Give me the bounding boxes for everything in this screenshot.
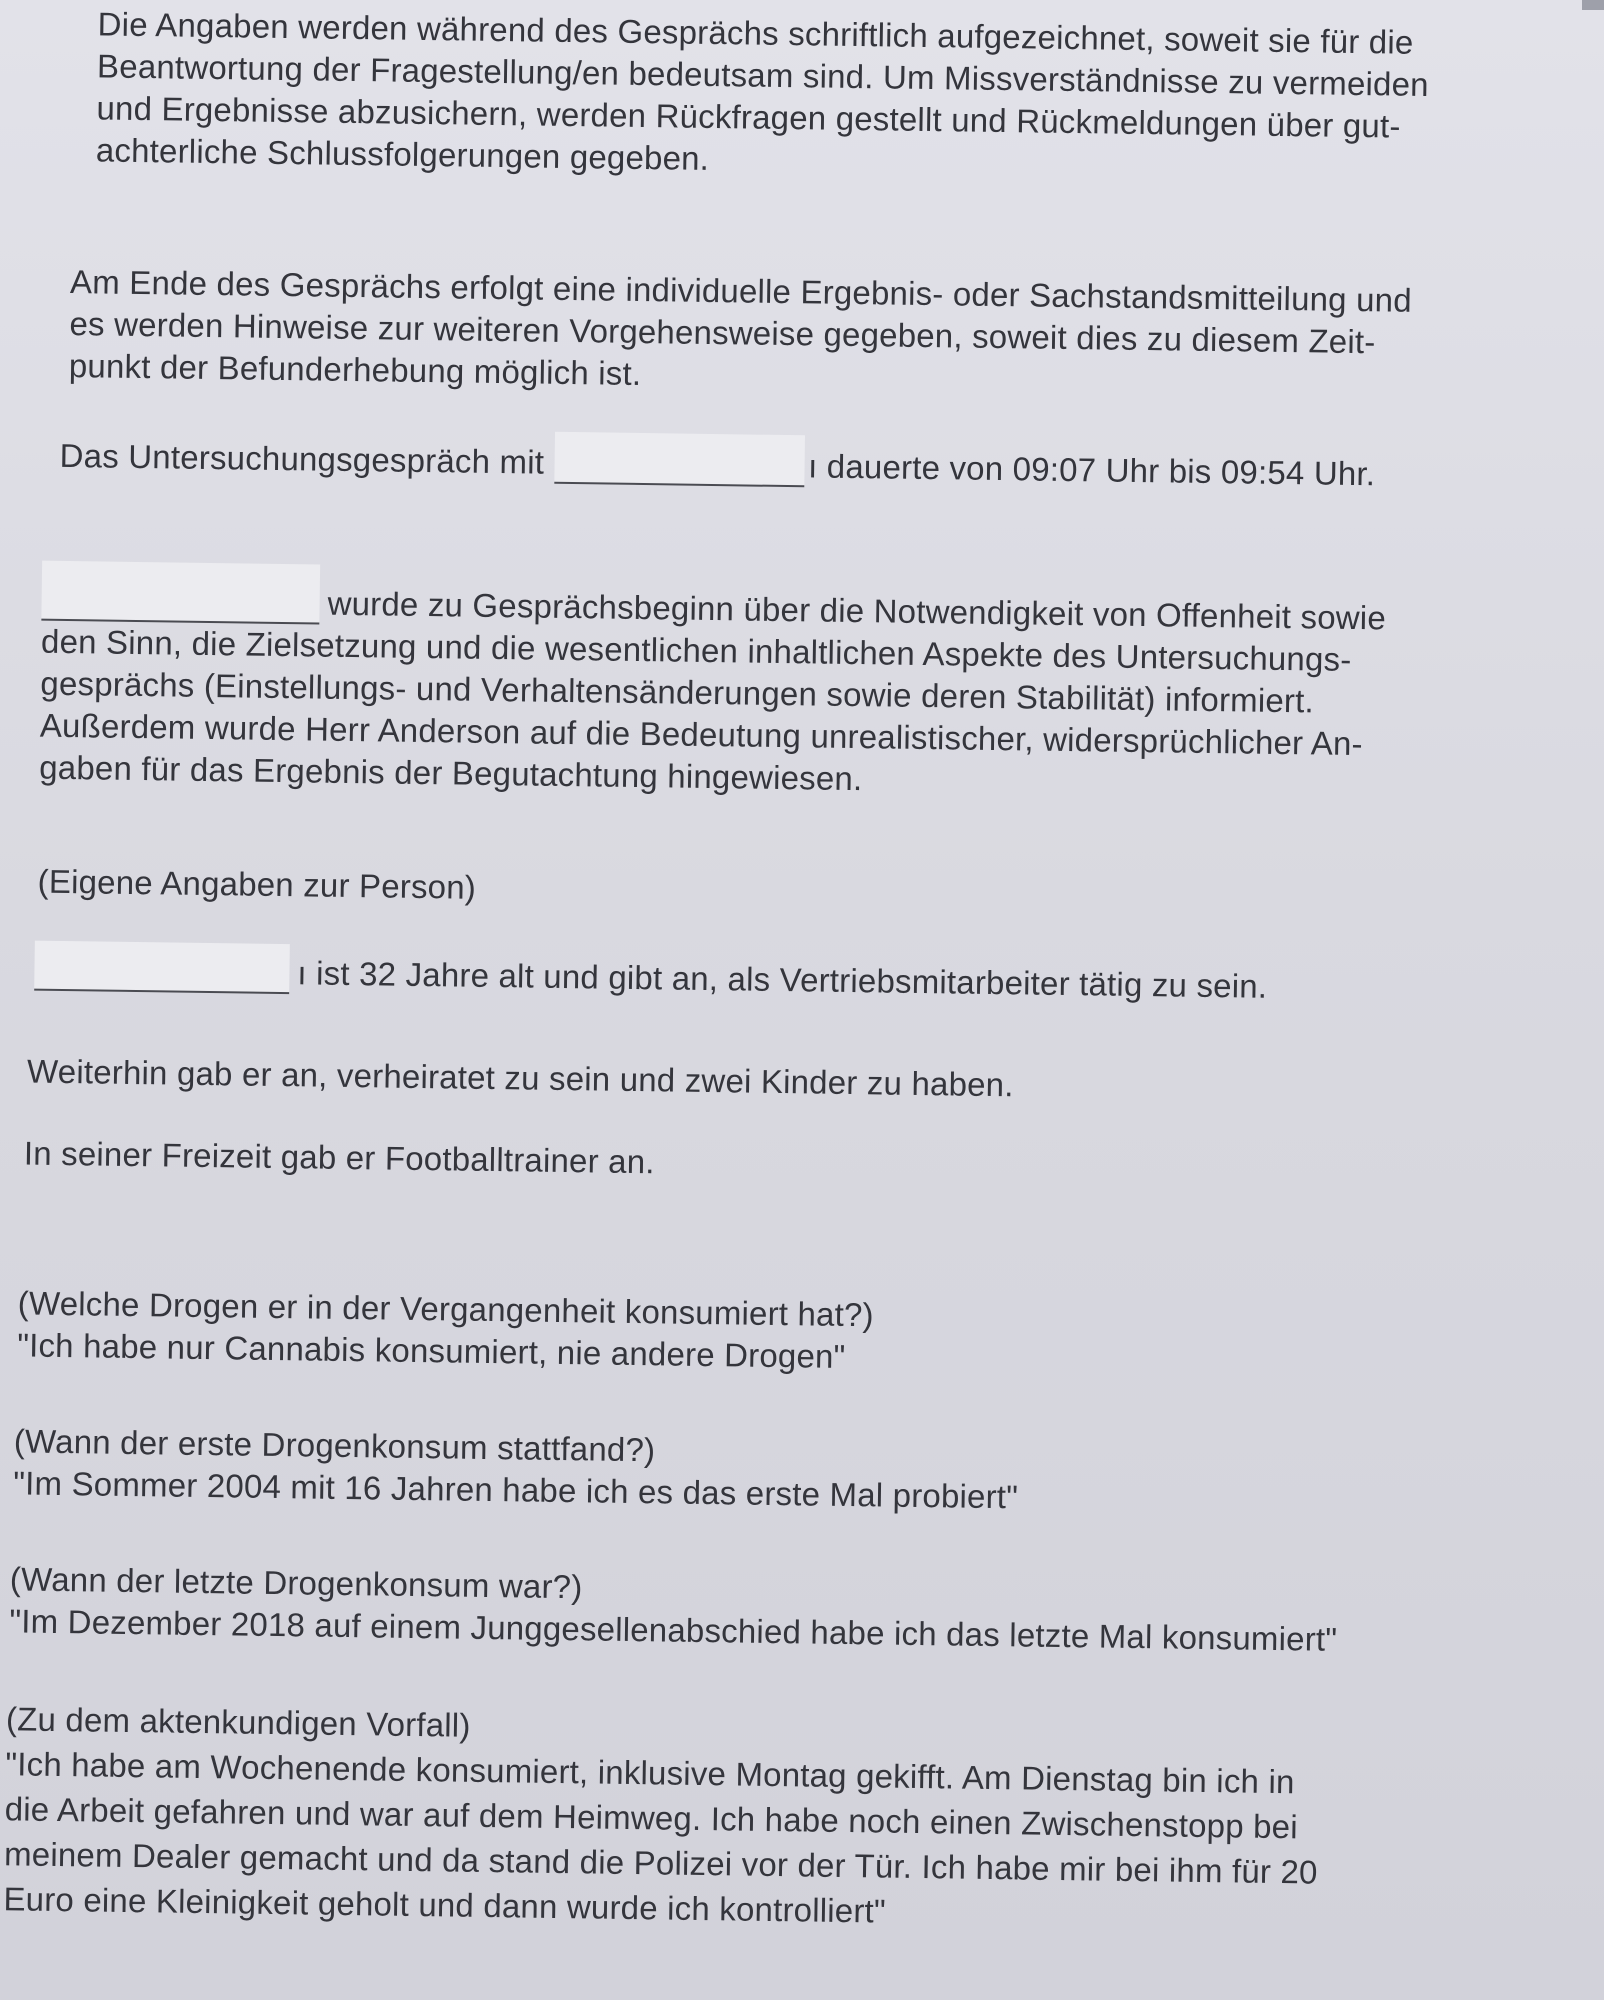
redacted-name: [41, 561, 320, 625]
age-occupation-line: [34, 941, 1267, 1008]
briefing-line: Außerdem wurde Herr Anderson auf die Bedeutung unrealistischer, widersprüchlicher An-: [39, 706, 1364, 763]
qa-block: [3, 1696, 1320, 1939]
intro-line: Beantwortung der Fragestellung/en bedeutsam sind. Um Missverständnisse zu vermeiden: [96, 47, 1429, 103]
page-corner-mark: [1582, 0, 1604, 10]
leisure-line: In seiner Freizeit gab er Footballtrainer an.: [23, 1134, 655, 1181]
question-text: (Wann der letzte Drogenkonsum war?): [9, 1560, 583, 1606]
redacted-name: [34, 941, 290, 995]
ending-line: punkt der Befunderhebung möglich ist.: [68, 346, 642, 392]
answer-text: "Ich habe am Wochenende konsumiert, inklusive Montag gekifft. Am Dienstag bin ich in: [5, 1745, 1295, 1801]
intro-paragraph: [96, 3, 1430, 190]
briefing-paragraph: [39, 561, 1386, 808]
answer-text: Euro eine Kleinigkeit geholt und dann wurde ich kontrolliert": [3, 1880, 887, 1930]
intro-line: und Ergebnisse abzusichern, werden Rückfragen gestellt und Rückmeldungen über gut-: [96, 89, 1401, 145]
question-text: (Zu dem aktenkundigen Vorfall): [5, 1700, 471, 1744]
answer-text: "Ich habe nur Cannabis konsumiert, nie andere Drogen": [16, 1326, 846, 1375]
duration-paragraph: [59, 425, 1375, 495]
intro-line: achterliche Schlussfolgerungen gegeben.: [95, 131, 710, 177]
answer-text: die Arbeit gefahren und war auf dem Heimweg. Ich habe noch einen Zwischenstopp bei: [4, 1790, 1299, 1846]
duration-prefix: Das Untersuchungsgespräch mit: [59, 436, 545, 481]
qa-block: [9, 1558, 1338, 1661]
ending-paragraph: [69, 261, 1412, 406]
qa-block: [17, 1282, 874, 1378]
intro-line: Die Angaben werden während des Gesprächs schriftlich aufgezeichnet, soweit sie für die: [97, 5, 1414, 61]
age-occupation-text-line: [34, 941, 1267, 1008]
briefing-line: gesprächs (Einstellungs- und Verhaltensänderungen sowie deren Stabilität) informiert.: [40, 664, 1315, 720]
question-text: (Welche Drogen er in der Vergangenheit konsumiert hat?): [17, 1284, 875, 1334]
answer-text: meinem Dealer gemacht und da stand die Polizei vor der Tür. Ich habe mir bei ihm für 20: [3, 1835, 1318, 1891]
ending-line: Am Ende des Gesprächs erfolgt eine individuelle Ergebnis- oder Sachstandsmitteilung und: [69, 263, 1413, 319]
personal-heading: (Eigene Angaben zur Person): [37, 862, 477, 906]
briefing-first-line-text: wurde zu Gesprächsbeginn über die Notwendigkeit von Offenheit sowie: [327, 584, 1387, 637]
qa-block: [13, 1420, 1019, 1518]
age-occupation-text: ı ist 32 Jahre alt und gibt an, als Vertriebsmitarbeiter tätig zu sein.: [297, 954, 1268, 1005]
answer-text: "Im Sommer 2004 mit 16 Jahren habe ich es das erste Mal probiert": [13, 1464, 1019, 1516]
briefing-line: gaben für das Ergebnis der Begutachtung hingewiesen.: [39, 748, 863, 798]
answer-text: "Im Dezember 2018 auf einem Junggesellenabschied habe ich das letzte Mal konsumiert": [9, 1602, 1338, 1658]
redacted-name: [554, 432, 805, 487]
duration-suffix: ı dauerte von 09:07 Uhr bis 09:54 Uhr.: [807, 447, 1376, 493]
briefing-line: den Sinn, die Zielsetzung und die wesentlichen inhaltlichen Aspekte des Untersuchungs-: [40, 622, 1352, 678]
family-line: Weiterhin gab er an, verheiratet zu sein und zwei Kinder zu haben.: [26, 1052, 1014, 1104]
question-text: (Wann der erste Drogenkonsum stattfand?): [13, 1422, 656, 1469]
ending-line: es werden Hinweise zur weiteren Vorgehensweise gegeben, soweit dies zu diesem Zeit-: [69, 305, 1376, 361]
duration-line: [59, 425, 1375, 495]
